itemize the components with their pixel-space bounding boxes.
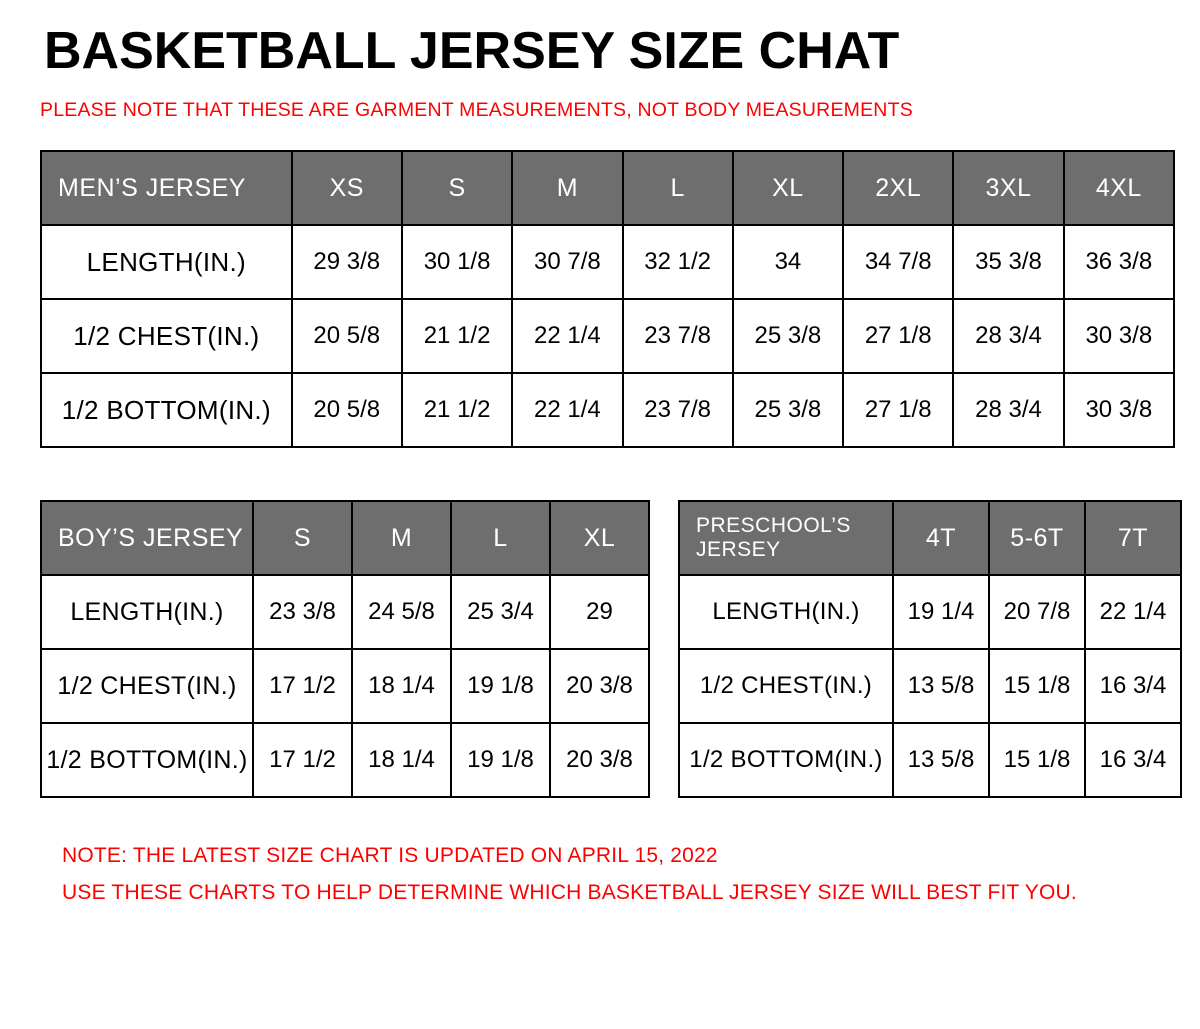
mens-jersey-size-table [40,150,1175,448]
usage-note: USE THESE CHARTS TO HELP DETERMINE WHICH BASKETBALL JERSEY SIZE WILL BEST FIT YOU. [62,880,1077,904]
column-header: 3XL [953,151,1063,225]
table-cell: 23 7/8 [623,373,733,447]
mens-table-title: MEN’S JERSEY [41,151,292,225]
table-row [679,723,1181,797]
table-cell: 23 3/8 [253,575,352,649]
preschool-table-title: PRESCHOOL’S JERSEY [679,501,893,575]
table-row [679,649,1181,723]
column-header: S [402,151,512,225]
table-header-row [41,151,1174,225]
row-label: 1/2 BOTTOM(IN.) [679,723,893,797]
table-cell: 16 3/4 [1085,723,1181,797]
table-cell: 30 3/8 [1064,373,1174,447]
column-header: M [512,151,622,225]
table-cell: 19 1/4 [893,575,989,649]
table-cell: 27 1/8 [843,373,953,447]
table-cell: 28 3/4 [953,373,1063,447]
table-cell: 20 7/8 [989,575,1085,649]
table-cell: 25 3/4 [451,575,550,649]
preschool-jersey-size-table [678,500,1182,798]
table-cell: 25 3/8 [733,373,843,447]
row-label: LENGTH(IN.) [41,225,292,299]
table-cell: 22 1/4 [1085,575,1181,649]
table-header-row [41,501,649,575]
table-cell: 30 1/8 [402,225,512,299]
lower-tables-container [40,500,1174,798]
column-header: S [253,501,352,575]
boys-table-title: BOY’S JERSEY [41,501,253,575]
table-row [41,373,1174,447]
table-cell: 29 [550,575,649,649]
size-chart-page [0,22,1200,1029]
garment-measurement-note: PLEASE NOTE THAT THESE ARE GARMENT MEASUREMENTS, NOT BODY MEASUREMENTS [40,98,913,121]
table-cell: 20 3/8 [550,723,649,797]
table-cell: 20 5/8 [292,299,402,373]
table-row [41,575,649,649]
table-cell: 24 5/8 [352,575,451,649]
table-cell: 18 1/4 [352,649,451,723]
table-cell: 13 5/8 [893,723,989,797]
column-header: XL [733,151,843,225]
row-label: LENGTH(IN.) [679,575,893,649]
table-cell: 29 3/8 [292,225,402,299]
table-cell: 34 7/8 [843,225,953,299]
table-row [41,723,649,797]
table-cell: 22 1/4 [512,373,622,447]
table-cell: 21 1/2 [402,299,512,373]
update-note: NOTE: THE LATEST SIZE CHART IS UPDATED ON APRIL 15, 2022 [62,844,718,868]
table-cell: 15 1/8 [989,649,1085,723]
table-cell: 20 5/8 [292,373,402,447]
table-cell: 32 1/2 [623,225,733,299]
table-cell: 22 1/4 [512,299,622,373]
table-cell: 23 7/8 [623,299,733,373]
table-cell: 30 7/8 [512,225,622,299]
table-cell: 35 3/8 [953,225,1063,299]
column-header: XS [292,151,402,225]
table-cell: 19 1/8 [451,723,550,797]
column-header: 4T [893,501,989,575]
column-header: XL [550,501,649,575]
table-cell: 15 1/8 [989,723,1085,797]
row-label: 1/2 BOTTOM(IN.) [41,373,292,447]
table-cell: 36 3/8 [1064,225,1174,299]
table-header-row [679,501,1181,575]
row-label: 1/2 CHEST(IN.) [41,649,253,723]
row-label: 1/2 BOTTOM(IN.) [41,723,253,797]
table-cell: 16 3/4 [1085,649,1181,723]
column-header: L [623,151,733,225]
column-header: 2XL [843,151,953,225]
column-header: 4XL [1064,151,1174,225]
table-cell: 18 1/4 [352,723,451,797]
boys-jersey-size-table [40,500,650,798]
table-row [41,225,1174,299]
row-label: LENGTH(IN.) [41,575,253,649]
table-cell: 20 3/8 [550,649,649,723]
table-cell: 17 1/2 [253,649,352,723]
table-row [679,575,1181,649]
table-cell: 28 3/4 [953,299,1063,373]
table-cell: 30 3/8 [1064,299,1174,373]
bottom-notes [62,838,1174,912]
table-cell: 21 1/2 [402,373,512,447]
table-cell: 25 3/8 [733,299,843,373]
table-cell: 34 [733,225,843,299]
table-cell: 27 1/8 [843,299,953,373]
table-row [41,299,1174,373]
row-label: 1/2 CHEST(IN.) [679,649,893,723]
table-cell: 19 1/8 [451,649,550,723]
column-header: M [352,501,451,575]
column-header: 5-6T [989,501,1085,575]
row-label: 1/2 CHEST(IN.) [41,299,292,373]
table-cell: 17 1/2 [253,723,352,797]
table-cell: 13 5/8 [893,649,989,723]
table-row [41,649,649,723]
column-header: 7T [1085,501,1181,575]
page-title: BASKETBALL JERSEY SIZE CHAT [44,22,900,80]
column-header: L [451,501,550,575]
